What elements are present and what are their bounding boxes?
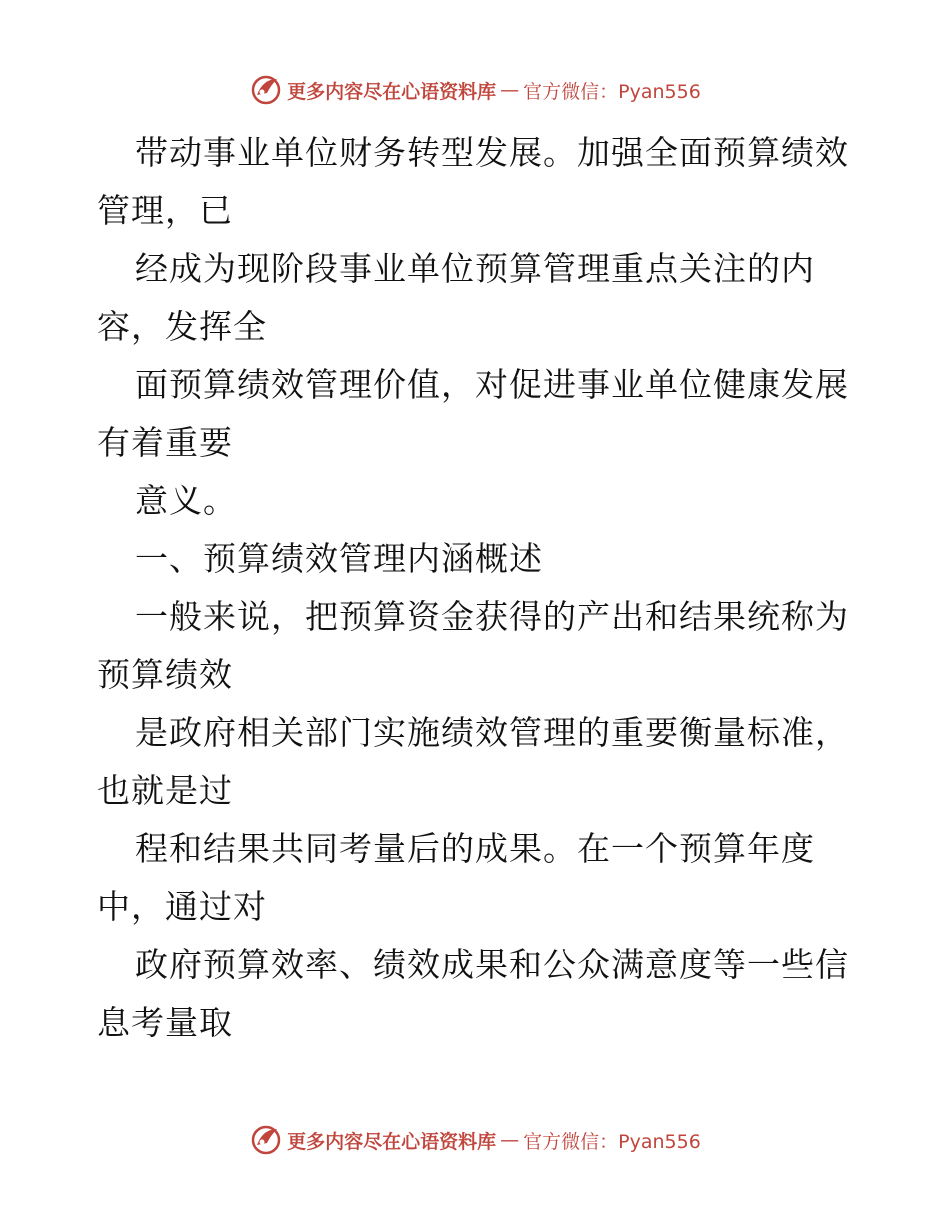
body-line: 容，发挥全: [97, 307, 267, 346]
body-line: 中，通过对: [97, 887, 267, 926]
pen-nib-logo-icon: [249, 1123, 283, 1157]
banner-separator: —: [500, 1129, 520, 1151]
body-line: 政府预算效率、绩效成果和公众满意度等一些信: [135, 945, 849, 984]
body-line: 预算绩效: [97, 655, 233, 694]
body-line: 程和结果共同考量后的成果。在一个预算年度: [135, 829, 815, 868]
body-line: 有着重要: [97, 423, 233, 462]
pen-nib-logo-icon: [249, 73, 283, 107]
banner-title: 更多内容尽在心语资料库: [287, 1130, 497, 1153]
banner-contact: 官方微信：Pyan556: [523, 1130, 701, 1153]
section-heading: 一、预算绩效管理内涵概述: [135, 539, 543, 578]
footer-banner: [0, 1118, 950, 1162]
body-line: 管理，已: [97, 191, 233, 230]
body-line: 意义。: [135, 481, 237, 520]
body-line: 也就是过: [97, 771, 233, 810]
document-body: [97, 124, 857, 1052]
body-line: 是政府相关部门实施绩效管理的重要衡量标准，: [135, 713, 849, 752]
banner-contact: 官方微信：Pyan556: [523, 80, 701, 103]
body-line: 带动事业单位财务转型发展。加强全面预算绩效: [135, 133, 849, 172]
header-banner: [0, 68, 950, 112]
banner-separator: —: [500, 79, 520, 101]
body-line: 一般来说，把预算资金获得的产出和结果统称为: [135, 597, 849, 636]
body-line: 经成为现阶段事业单位预算管理重点关注的内: [135, 249, 815, 288]
banner-title: 更多内容尽在心语资料库: [287, 80, 497, 103]
body-line: 面预算绩效管理价值，对促进事业单位健康发展: [135, 365, 849, 404]
body-line: 息考量取: [97, 1003, 233, 1042]
